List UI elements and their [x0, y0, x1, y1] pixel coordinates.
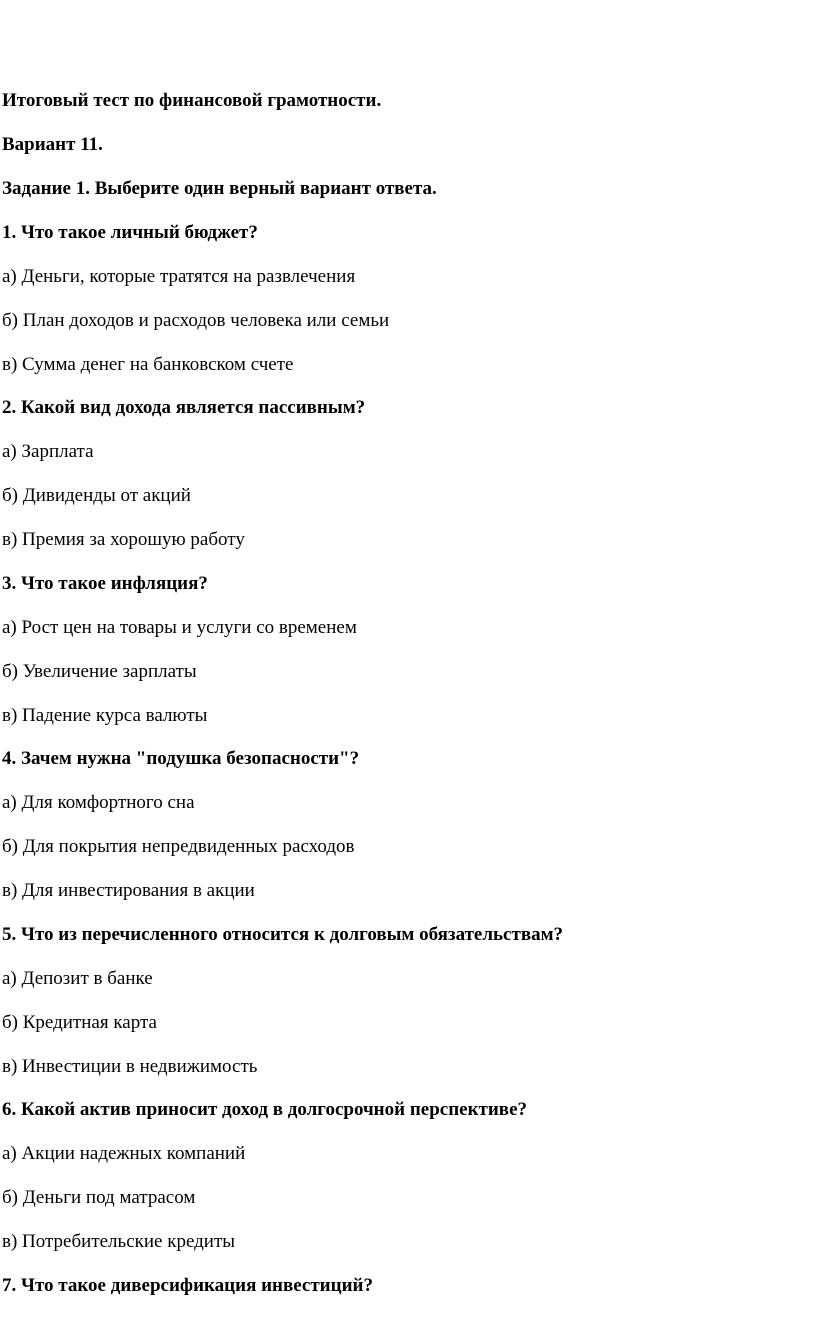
question-1-option-c: в) Сумма денег на банковском счете	[2, 354, 294, 375]
variant-label: Вариант 11.	[2, 134, 103, 155]
question-3-option-c: в) Падение курса валюты	[2, 705, 208, 726]
question-5: 5. Что из перечисленного относится к долговым обязательствам?	[2, 924, 564, 945]
task-instruction: Задание 1. Выберите один верный вариант ответа.	[2, 178, 437, 199]
question-7: 7. Что такое диверсификация инвестиций?	[2, 1275, 373, 1296]
question-2-option-c: в) Премия за хорошую работу	[2, 529, 245, 550]
question-2-option-a: а) Зарплата	[2, 441, 94, 462]
question-6-option-a: а) Акции надежных компаний	[2, 1143, 246, 1164]
question-2-option-b: б) Дивиденды от акций	[2, 485, 191, 506]
question-5-option-c: в) Инвестиции в недвижимость	[2, 1056, 258, 1077]
question-3-option-a: а) Рост цен на товары и услуги со временем	[2, 617, 357, 638]
question-1-option-a: а) Деньги, которые тратятся на развлечения	[2, 266, 356, 287]
document-title: Итоговый тест по финансовой грамотности.	[2, 90, 382, 111]
question-5-option-a: а) Депозит в банке	[2, 968, 153, 989]
question-4: 4. Зачем нужна "подушка безопасности"?	[2, 748, 360, 769]
question-4-option-a: а) Для комфортного сна	[2, 792, 195, 813]
question-1-option-b: б) План доходов и расходов человека или семьи	[2, 310, 390, 331]
question-6-option-b: б) Деньги под матрасом	[2, 1187, 196, 1208]
question-4-option-b: б) Для покрытия непредвиденных расходов	[2, 836, 355, 857]
question-6-option-c: в) Потребительские кредиты	[2, 1231, 236, 1252]
question-2: 2. Какой вид дохода является пассивным?	[2, 397, 366, 418]
question-3: 3. Что такое инфляция?	[2, 573, 208, 594]
question-1: 1. Что такое личный бюджет?	[2, 222, 258, 243]
question-4-option-c: в) Для инвестирования в акции	[2, 880, 255, 901]
question-3-option-b: б) Увеличение зарплаты	[2, 661, 197, 682]
question-5-option-b: б) Кредитная карта	[2, 1012, 157, 1033]
question-6: 6. Какой актив приносит доход в долгосрочной перспективе?	[2, 1099, 527, 1120]
